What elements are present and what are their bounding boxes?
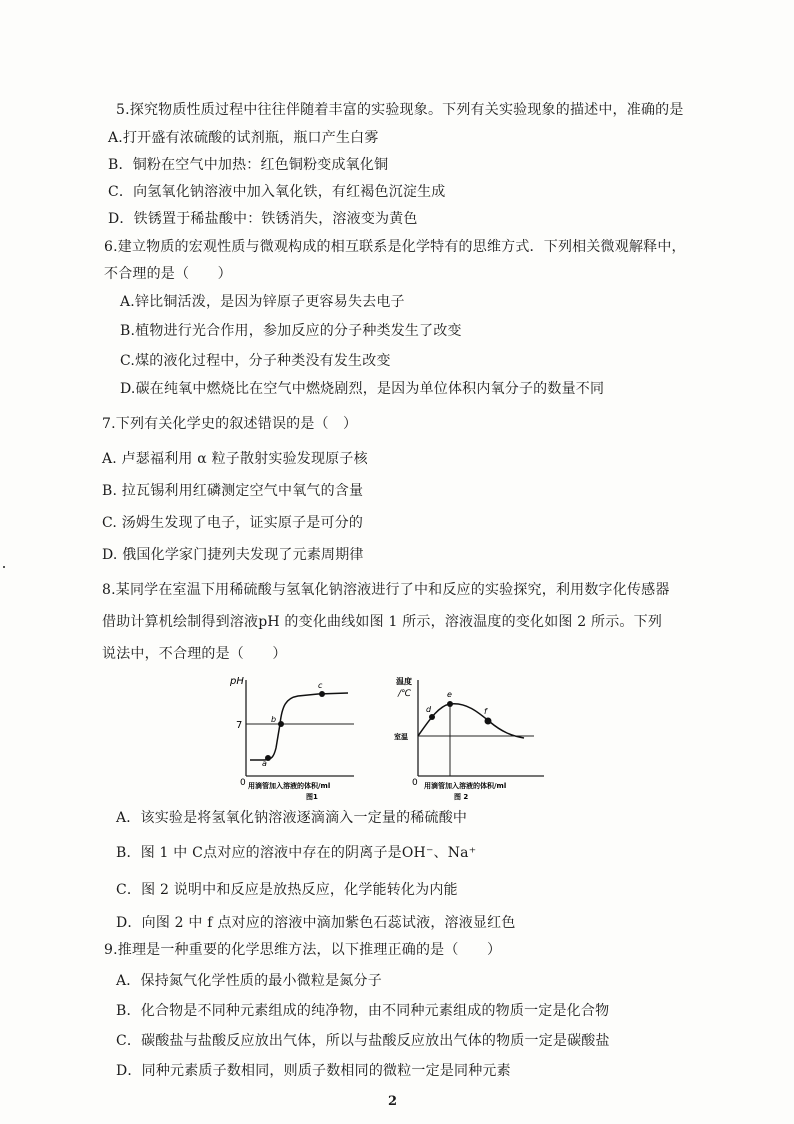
q8-stem-line1: 8.某同学在室温下用稀硫酸与氢氧化钠溶液进行了中和反应的实验探究，利用数字化传感器 [102, 582, 670, 598]
q8-option-c: C．图 2 说明中和反应是放热反应，化学能转化为内能 [116, 882, 458, 898]
q8-stem-line2: 借助计算机绘制得到溶液pH 的变化曲线如图 1 所示，溶液温度的变化如图 2 所示。下列 [102, 614, 663, 630]
q7-option-c: C. 汤姆生发现了电子，证实原子是可分的 [102, 515, 364, 531]
q5-option-a: A.打开盛有浓硫酸的试剂瓶，瓶口产生白雾 [108, 130, 379, 146]
fig2-point-d [429, 714, 435, 720]
q6-stem-line1: 6.建立物质的宏观性质与微观构成的相互联系是化学特有的思维方式．下列相关微观解释中， [104, 239, 686, 255]
fig2-ylabel-line1: 温度 [396, 677, 412, 686]
fig1-xlabel: 用滴管加入溶液的体积/ml [248, 782, 331, 790]
q7-option-d: D. 俄国化学家门捷列夫发现了元素周期律 [102, 547, 364, 563]
fig2-temp-curve-line [418, 704, 524, 738]
fig2-caption: 图 2 [454, 793, 469, 801]
fig1-point-c [319, 691, 325, 697]
fig1-label-c: c [318, 681, 323, 690]
q9-option-c: C．碳酸盐与盐酸反应放出气体，所以与盐酸反应放出气体的物质一定是碳酸盐 [116, 1033, 610, 1049]
q9-option-b: B．化合物是不同种元素组成的纯净物，由不同种元素组成的物质一定是化合物 [116, 1003, 610, 1019]
q6-stem-line2: 不合理的是（ ） [104, 266, 232, 282]
q8-stem-line3: 说法中，不合理的是（ ） [102, 646, 287, 662]
q8-option-b: B．图 1 中 C点对应的溶液中存在的阴离子是OH⁻、Na⁺ [116, 845, 477, 861]
fig1-origin-label: 0 [240, 778, 246, 788]
q5-option-c: C．向氢氧化钠溶液中加入氧化铁，有红褐色沉淀生成 [108, 184, 446, 200]
fig2-room-label: 室温 [394, 733, 408, 741]
q7-stem: 7.下列有关化学史的叙述错误的是（ ） [102, 416, 358, 432]
figure-1-ph-curve [228, 672, 360, 802]
figure-2-temperature-curve [394, 672, 554, 802]
q6-option-b: B.植物进行光合作用，参加反应的分子种类发生了改变 [120, 323, 462, 339]
scan-speck [3, 566, 5, 568]
q5-option-d: D．铁锈置于稀盐酸中：铁锈消失，溶液变为黄色 [108, 211, 418, 227]
fig2-label-e: e [447, 690, 452, 699]
q5-option-b: B．铜粉在空气中加热：红色铜粉变成氧化铜 [108, 157, 389, 173]
fig1-ph-curve-line [250, 693, 348, 760]
q7-option-a: A. 卢瑟福利用 α 粒子散射实验发现原子核 [102, 451, 368, 467]
q5-stem: 5.探究物质性质过程中往往伴随着丰富的实验现象。下列有关实验现象的描述中，准确的是 [116, 102, 684, 118]
fig1-ylabel: pH [230, 676, 244, 687]
q6-option-c: C.煤的液化过程中，分子种类没有发生改变 [120, 353, 391, 369]
fig2-xlabel: 用滴管加入溶液的体积/ml [424, 782, 507, 790]
q8-option-a: A．该实验是将氢氧化钠溶液逐滴滴入一定量的稀硫酸中 [116, 810, 468, 826]
page-number: 2 [388, 1094, 398, 1109]
fig1-seven-label: 7 [236, 720, 243, 731]
q9-option-a: A．保持氮气化学性质的最小微粒是氮分子 [116, 973, 382, 989]
fig1-label-b: b [271, 715, 277, 724]
fig2-point-f [485, 718, 492, 725]
fig1-point-b [278, 721, 284, 727]
q8-option-d: D．向图 2 中 f 点对应的溶液中滴加紫色石蕊试液，溶液显红色 [116, 915, 516, 931]
q9-option-d: D．同种元素质子数相同，则质子数相同的微粒一定是同种元素 [116, 1063, 511, 1079]
fig2-ylabel-line2: /℃ [398, 689, 412, 699]
q7-option-b: B. 拉瓦锡利用红磷测定空气中氧气的含量 [102, 483, 364, 499]
fig1-label-a: a [262, 759, 267, 768]
q6-option-a: A.锌比铜活泼，是因为锌原子更容易失去电子 [120, 294, 405, 310]
q6-option-d: D.碳在纯氧中燃烧比在空气中燃烧剧烈，是因为单位体积内氧分子的数量不同 [120, 381, 605, 397]
q9-stem: 9.推理是一种重要的化学思维方法，以下推理正确的是（ ） [104, 942, 502, 958]
fig2-label-d: d [426, 705, 432, 714]
fig2-point-e [447, 701, 453, 707]
fig1-caption: 图1 [306, 793, 318, 801]
fig2-label-f: f [484, 707, 487, 716]
fig2-origin-label: 0 [412, 778, 418, 788]
